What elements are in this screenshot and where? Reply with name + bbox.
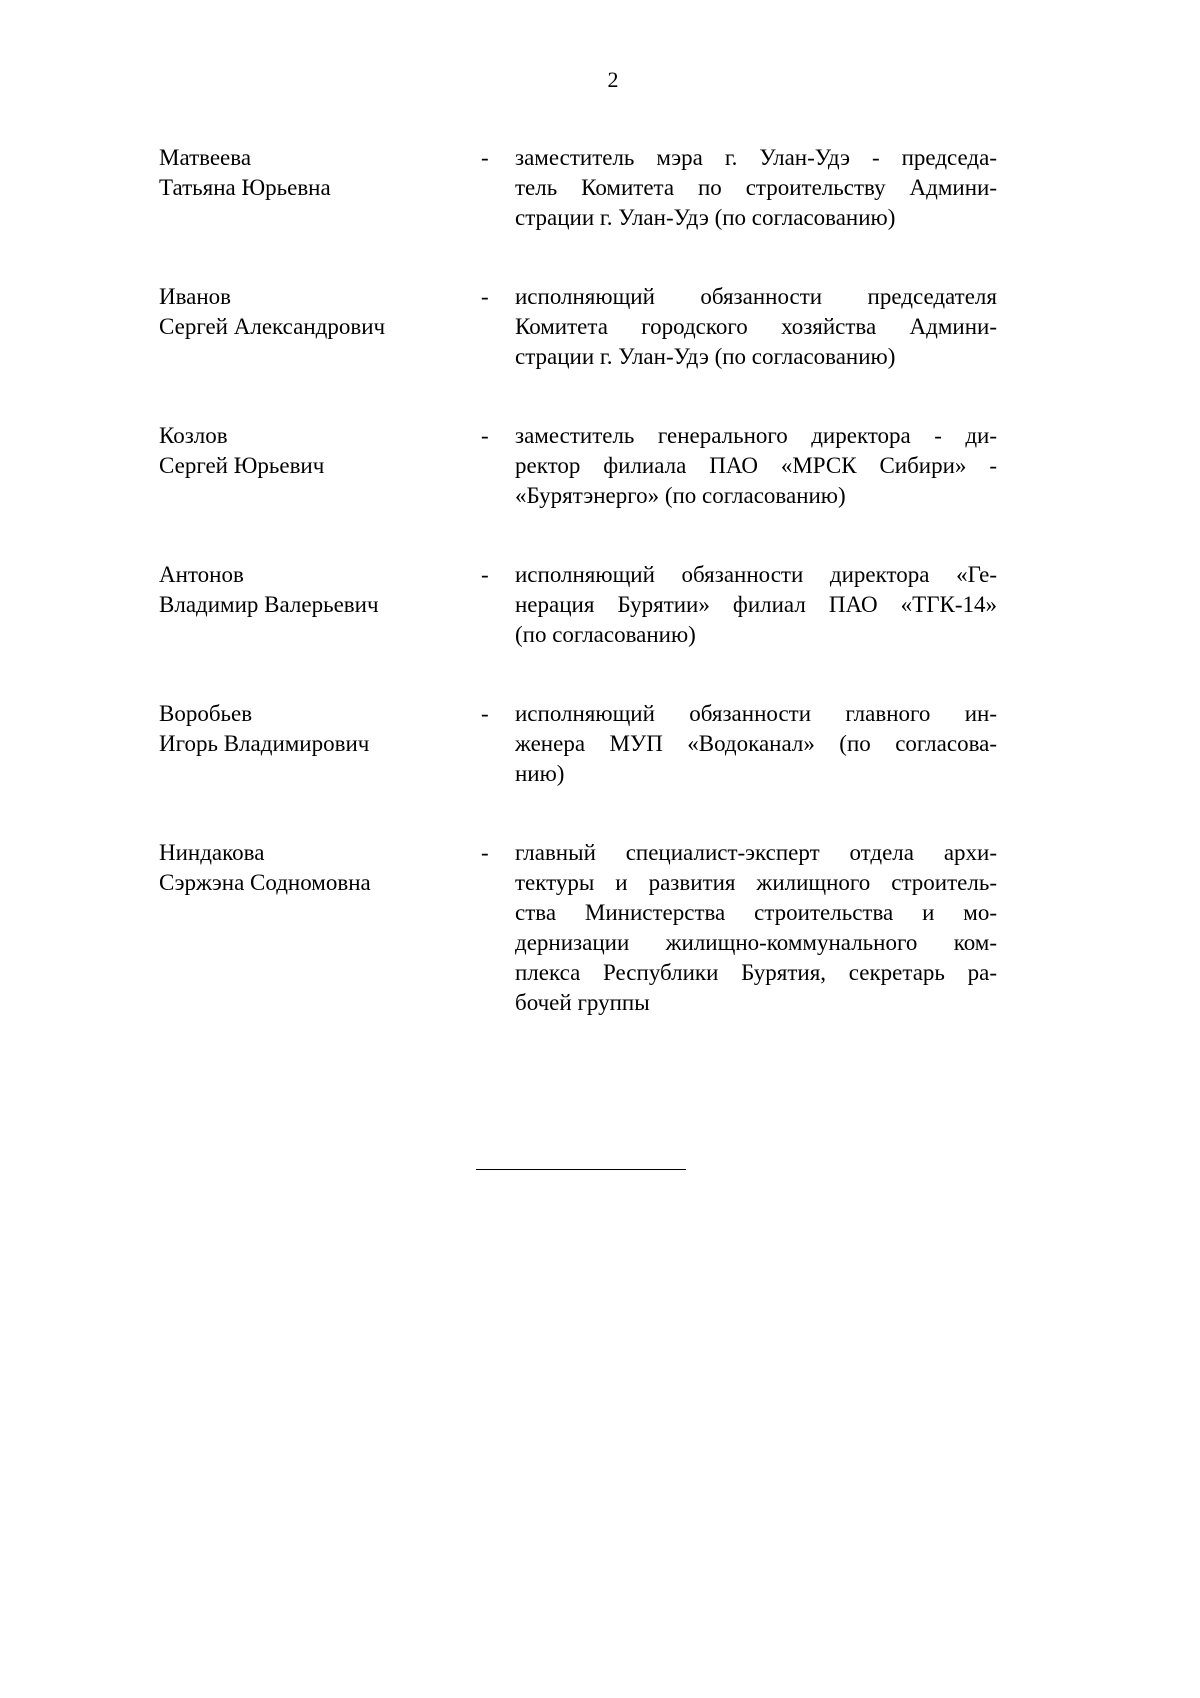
member-name bbox=[159, 421, 481, 481]
member-entry bbox=[159, 699, 997, 789]
end-of-list-rule bbox=[476, 1169, 686, 1170]
member-position bbox=[515, 699, 997, 789]
position-line: «Бурятэнерго» (по согласованию) bbox=[515, 483, 846, 508]
position-line: дернизации жилищно-коммунального ком- bbox=[515, 930, 997, 955]
member-dash: - bbox=[481, 840, 489, 865]
position-line: страции г. Улан-Удэ (по согласованию) bbox=[515, 344, 896, 369]
position-line: тель Комитета по строительству Админи- bbox=[515, 175, 997, 200]
member-surname: Иванов bbox=[159, 284, 232, 309]
member-name bbox=[159, 699, 481, 759]
member-name bbox=[159, 282, 481, 342]
position-line: тектуры и развития жилищного строитель- bbox=[515, 870, 997, 895]
member-position bbox=[515, 282, 997, 372]
member-dash: - bbox=[481, 701, 489, 726]
position-line: ректор филиала ПАО «МРСК Сибири» - bbox=[515, 453, 997, 478]
position-line: ства Министерства строительства и мо- bbox=[515, 900, 997, 925]
position-line: бочей группы bbox=[515, 990, 650, 1015]
member-name bbox=[159, 143, 481, 203]
member-entry bbox=[159, 282, 997, 372]
member-name bbox=[159, 560, 481, 620]
position-line: исполняющий обязанности главного ин- bbox=[515, 701, 997, 726]
member-name bbox=[159, 838, 481, 898]
member-given-names: Сэржэна Содномовна bbox=[159, 870, 371, 895]
member-entry bbox=[159, 143, 997, 233]
member-surname: Козлов bbox=[159, 423, 228, 448]
member-dash: - bbox=[481, 284, 489, 309]
member-given-names: Сергей Александрович bbox=[159, 314, 386, 339]
member-surname: Матвеева bbox=[159, 145, 252, 170]
position-line: заместитель генерального директора - ди- bbox=[515, 423, 997, 448]
page-number: 2 bbox=[607, 67, 619, 92]
working-group-member-list bbox=[159, 143, 997, 1018]
position-line: страции г. Улан-Удэ (по согласованию) bbox=[515, 205, 896, 230]
member-given-names: Игорь Владимирович bbox=[159, 731, 370, 756]
member-entry bbox=[159, 838, 997, 1018]
member-entry bbox=[159, 421, 997, 511]
member-position bbox=[515, 560, 997, 650]
member-dash: - bbox=[481, 145, 489, 170]
member-position bbox=[515, 838, 997, 1018]
member-surname: Антонов bbox=[159, 562, 244, 587]
member-dash: - bbox=[481, 562, 489, 587]
member-given-names: Сергей Юрьевич bbox=[159, 453, 325, 478]
member-entry bbox=[159, 560, 997, 650]
position-line: исполняющий обязанности председателя bbox=[515, 284, 997, 309]
position-line: Комитета городского хозяйства Админи- bbox=[515, 314, 997, 339]
position-line: исполняющий обязанности директора «Ге- bbox=[515, 562, 997, 587]
member-given-names: Татьяна Юрьевна bbox=[159, 175, 331, 200]
member-dash: - bbox=[481, 423, 489, 448]
position-line: нерация Бурятии» филиал ПАО «ТГК-14» bbox=[515, 592, 997, 617]
member-surname: Воробьев bbox=[159, 701, 253, 726]
member-position bbox=[515, 421, 997, 511]
position-line: заместитель мэра г. Улан-Удэ - председа- bbox=[515, 145, 997, 170]
member-given-names: Владимир Валерьевич bbox=[159, 592, 379, 617]
position-line: главный специалист-эксперт отдела архи- bbox=[515, 840, 997, 865]
member-position bbox=[515, 143, 997, 233]
position-line: женера МУП «Водоканал» (по согласова- bbox=[515, 731, 997, 756]
position-line: нию) bbox=[515, 761, 565, 786]
position-line: (по согласованию) bbox=[515, 622, 696, 647]
member-surname: Ниндакова bbox=[159, 840, 265, 865]
position-line: плекса Республики Бурятия, секретарь ра- bbox=[515, 960, 997, 985]
